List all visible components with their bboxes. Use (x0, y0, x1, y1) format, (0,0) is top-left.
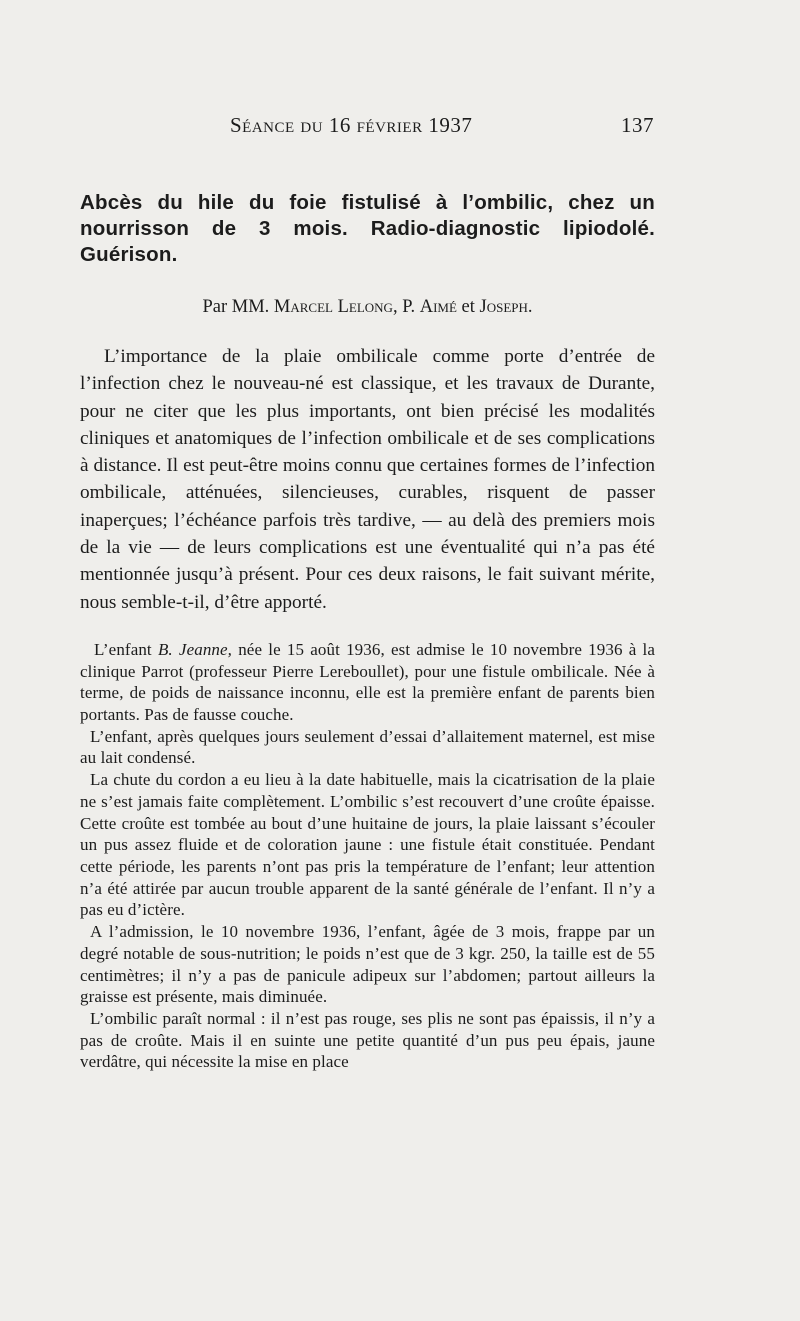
case-paragraph-4: A l’admission, le 10 novembre 1936, l’enfant, âgée de 3 mois, frappe par un degré notable de sous-nutrition; le poids n’est que de 3 kgr. 250, la taille est de 55 centimètres; il n’y a pas de panicule adipeux sur l’abdomen; partout ailleurs la graisse est présente, mais diminuée. (80, 922, 655, 1007)
intro-paragraph: L’importance de la plaie ombilicale comme porte d’entrée de l’infection chez le nouveau-né est classique, et les travaux de Durante, pour ne citer que les plus importants, ont bien précisé les modalités cliniques et anatomiques de l’infection ombilicale et de ses complications à distance. Il est peut-être moins connu que certaines formes de l’infection ombilicale, atténuées, silencieuses, curables, risquent de passer inaperçues; l’échéance parfois très tardive, — au delà des premiers mois de la vie — de leurs complications est une éventualité qui n’a pas été mentionnée jusqu’à présent. Pour ces deux raisons, le fait suivant mérite, nous semble-t-il, d’être apporté. (80, 346, 655, 613)
case-paragraph-2: L’enfant, après quelques jours seulement d’essai d’allaitement maternel, est mise au lait condensé. (80, 726, 655, 768)
author-aime: Aimé (419, 297, 457, 317)
authors-line (80, 295, 655, 319)
author-separator-2: et (461, 297, 475, 317)
author-lelong: Marcel Lelong (273, 297, 393, 317)
case-p1-before: L’enfant (94, 639, 152, 659)
case-paragraph-3: La chute du cordon a eu lieu à la date habituelle, mais la cicatrisation de la plaie ne s’est jamais faite complètement. L’ombilic s’est recouvert d’une croûte épaisse. Cette croûte est tombée au bout d’une huitaine de jours, la plaie laissant s’écouler un pus assez fluide et de coloration jaune : une fistule était constituée. Pendant cette période, les parents n’ont pas pris la température de l’enfant; leur attention n’a été attirée par aucun trouble apparent de la santé générale de l’enfant. Il n’y a pas eu d’ictère. (80, 770, 655, 920)
author-joseph: Joseph. (479, 297, 533, 317)
case-p1-after: née le 15 août 1936, est admise le 10 novembre 1936 à la clinique Parrot (professeur Pierre Lereboullet), pour une fistule ombilicale. Née à terme, de poids de naissance inconnu, elle est la première enfant de parents bien portants. Pas de fausse couche. (80, 639, 656, 725)
article-body (80, 190, 655, 1073)
article-title: Abcès du hile du foie fistulisé à l’ombilic, chez un nourrisson de 3 mois. Radio-diagnostic lipiodolé. Guérison. (80, 191, 655, 266)
author-separator-1: , P. (392, 297, 416, 317)
running-header (230, 113, 654, 143)
authors-prefix: Par MM. (202, 297, 270, 317)
case-paragraph-1 (80, 639, 655, 726)
case-report-section (80, 639, 655, 1073)
case-paragraph-5: L’ombilic paraît normal : il n’est pas rouge, ses plis ne sont pas épaissis, il n’y a pas de croûte. Mais il en suinte une petite quantité d’un pus peu épais, jaune verdâtre, qui nécessite la mise en place (80, 1008, 655, 1072)
patient-name: B. Jeanne, (157, 639, 233, 659)
page-number: 137 (621, 113, 654, 137)
running-title: Séance du 16 février 1937 (230, 113, 473, 137)
introduction-section (80, 343, 655, 616)
